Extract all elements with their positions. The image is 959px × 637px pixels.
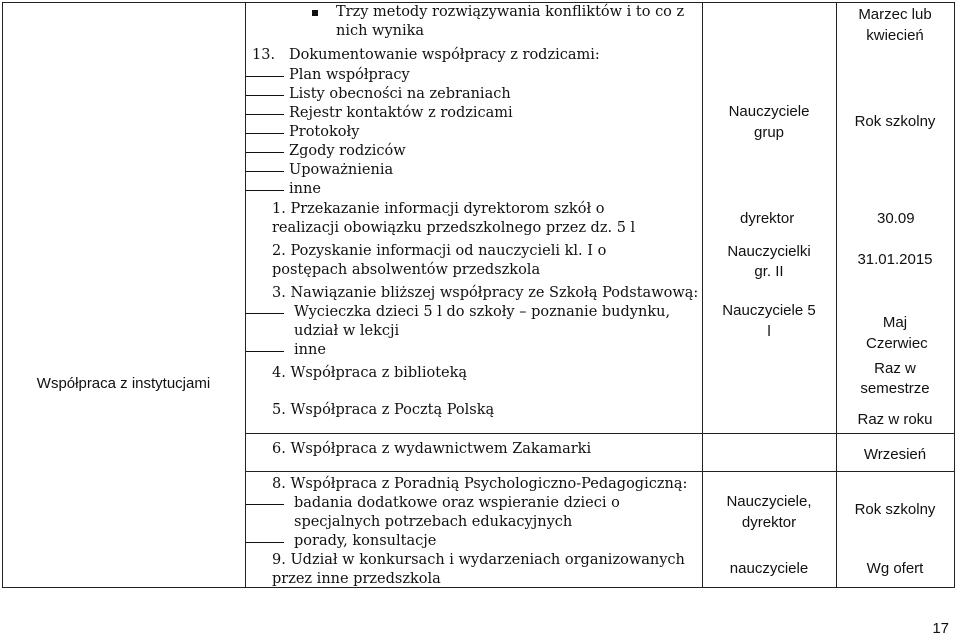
item-number: 13. xyxy=(252,47,276,63)
dash-icon xyxy=(246,351,284,352)
responsible-cell: Nauczyciele 5 l xyxy=(722,302,816,340)
deadline-cell: Wg ofert xyxy=(866,560,924,577)
column-divider xyxy=(245,2,246,588)
list-subitem: Rejestr kontaktów z rodzicami xyxy=(289,105,513,121)
deadline-cell: Maj Czerwiec xyxy=(866,314,928,352)
list-item: Trzy metody rozwiązywania konfliktów i to co z nich wynika xyxy=(336,4,685,39)
responsible-cell: nauczyciele xyxy=(729,560,809,577)
list-item: 3. Nawiązanie bliższej współpracy ze Szkołą Podstawową: xyxy=(272,285,699,301)
dash-icon xyxy=(246,152,284,153)
list-subitem: Zgody rodziców xyxy=(289,143,406,159)
deadline-cell: Rok szkolny xyxy=(854,113,936,130)
list-subitem: Plan współpracy xyxy=(289,67,410,83)
responsible-cell: Nauczyciele grup xyxy=(728,103,810,141)
list-subitem: Listy obecności na zebraniach xyxy=(289,86,511,102)
dash-icon xyxy=(246,542,284,543)
list-item: 6. Współpraca z wydawnictwem Zakamarki xyxy=(272,441,592,457)
list-subitem: inne xyxy=(294,342,326,358)
row-divider xyxy=(245,433,955,434)
deadline-cell: Marzec lub kwiecień xyxy=(858,6,932,44)
list-item: 4. Współpraca z biblioteką xyxy=(272,365,468,381)
deadline-cell: Raz w roku xyxy=(857,411,933,428)
row-divider xyxy=(245,471,955,472)
list-subitem: porady, konsultacje xyxy=(294,533,437,549)
deadline-cell: 30.09 xyxy=(877,210,915,227)
list-subitem: inne xyxy=(289,181,321,197)
list-subitem: Upoważnienia xyxy=(289,162,394,178)
deadline-cell: Rok szkolny xyxy=(854,501,936,518)
section-label: Współpraca z instytucjami xyxy=(36,375,211,392)
dash-icon xyxy=(246,190,284,191)
activity-table xyxy=(2,2,955,588)
list-item: 2. Pozyskanie informacji od nauczycieli kl. I o postępach absolwentów przedszkola xyxy=(272,243,607,278)
list-item: 9. Udział w konkursach i wydarzeniach organizowanych przez inne przedszkola xyxy=(272,552,685,587)
deadline-cell: Wrzesień xyxy=(863,446,927,463)
dash-icon xyxy=(246,76,284,77)
list-item: 1. Przekazanie informacji dyrektorom szkół o realizacji obowiązku przedszkolnego przez dz. 5 l xyxy=(272,201,636,236)
responsible-cell: dyrektor xyxy=(740,210,795,227)
list-subitem: badania dodatkowe oraz wspieranie dzieci o specjalnych potrzebach edukacyjnych xyxy=(294,495,620,530)
bullet-icon xyxy=(312,10,318,16)
list-item: 8. Współpraca z Poradnią Psychologiczno-Pedagogiczną: xyxy=(272,476,688,492)
deadline-cell: 31.01.2015 xyxy=(857,251,933,268)
dash-icon xyxy=(246,504,284,505)
deadline-cell: Raz w semestrze xyxy=(860,360,930,397)
dash-icon xyxy=(246,313,284,314)
table-border xyxy=(954,2,955,588)
list-subitem: Protokoły xyxy=(289,124,360,140)
list-item: Dokumentowanie współpracy z rodzicami: xyxy=(289,47,600,63)
table-border xyxy=(2,2,3,588)
dash-icon xyxy=(246,171,284,172)
list-subitem: Wycieczka dzieci 5 l do szkoły – poznanie budynku, udział w lekcji xyxy=(294,304,671,339)
list-item: 5. Współpraca z Pocztą Polską xyxy=(272,402,495,418)
responsible-cell: Nauczyciele, dyrektor xyxy=(726,493,812,531)
page-number: 17 xyxy=(932,620,949,637)
dash-icon xyxy=(246,114,284,115)
dash-icon xyxy=(246,133,284,134)
responsible-cell: Nauczycielki gr. II xyxy=(727,243,811,280)
dash-icon xyxy=(246,95,284,96)
